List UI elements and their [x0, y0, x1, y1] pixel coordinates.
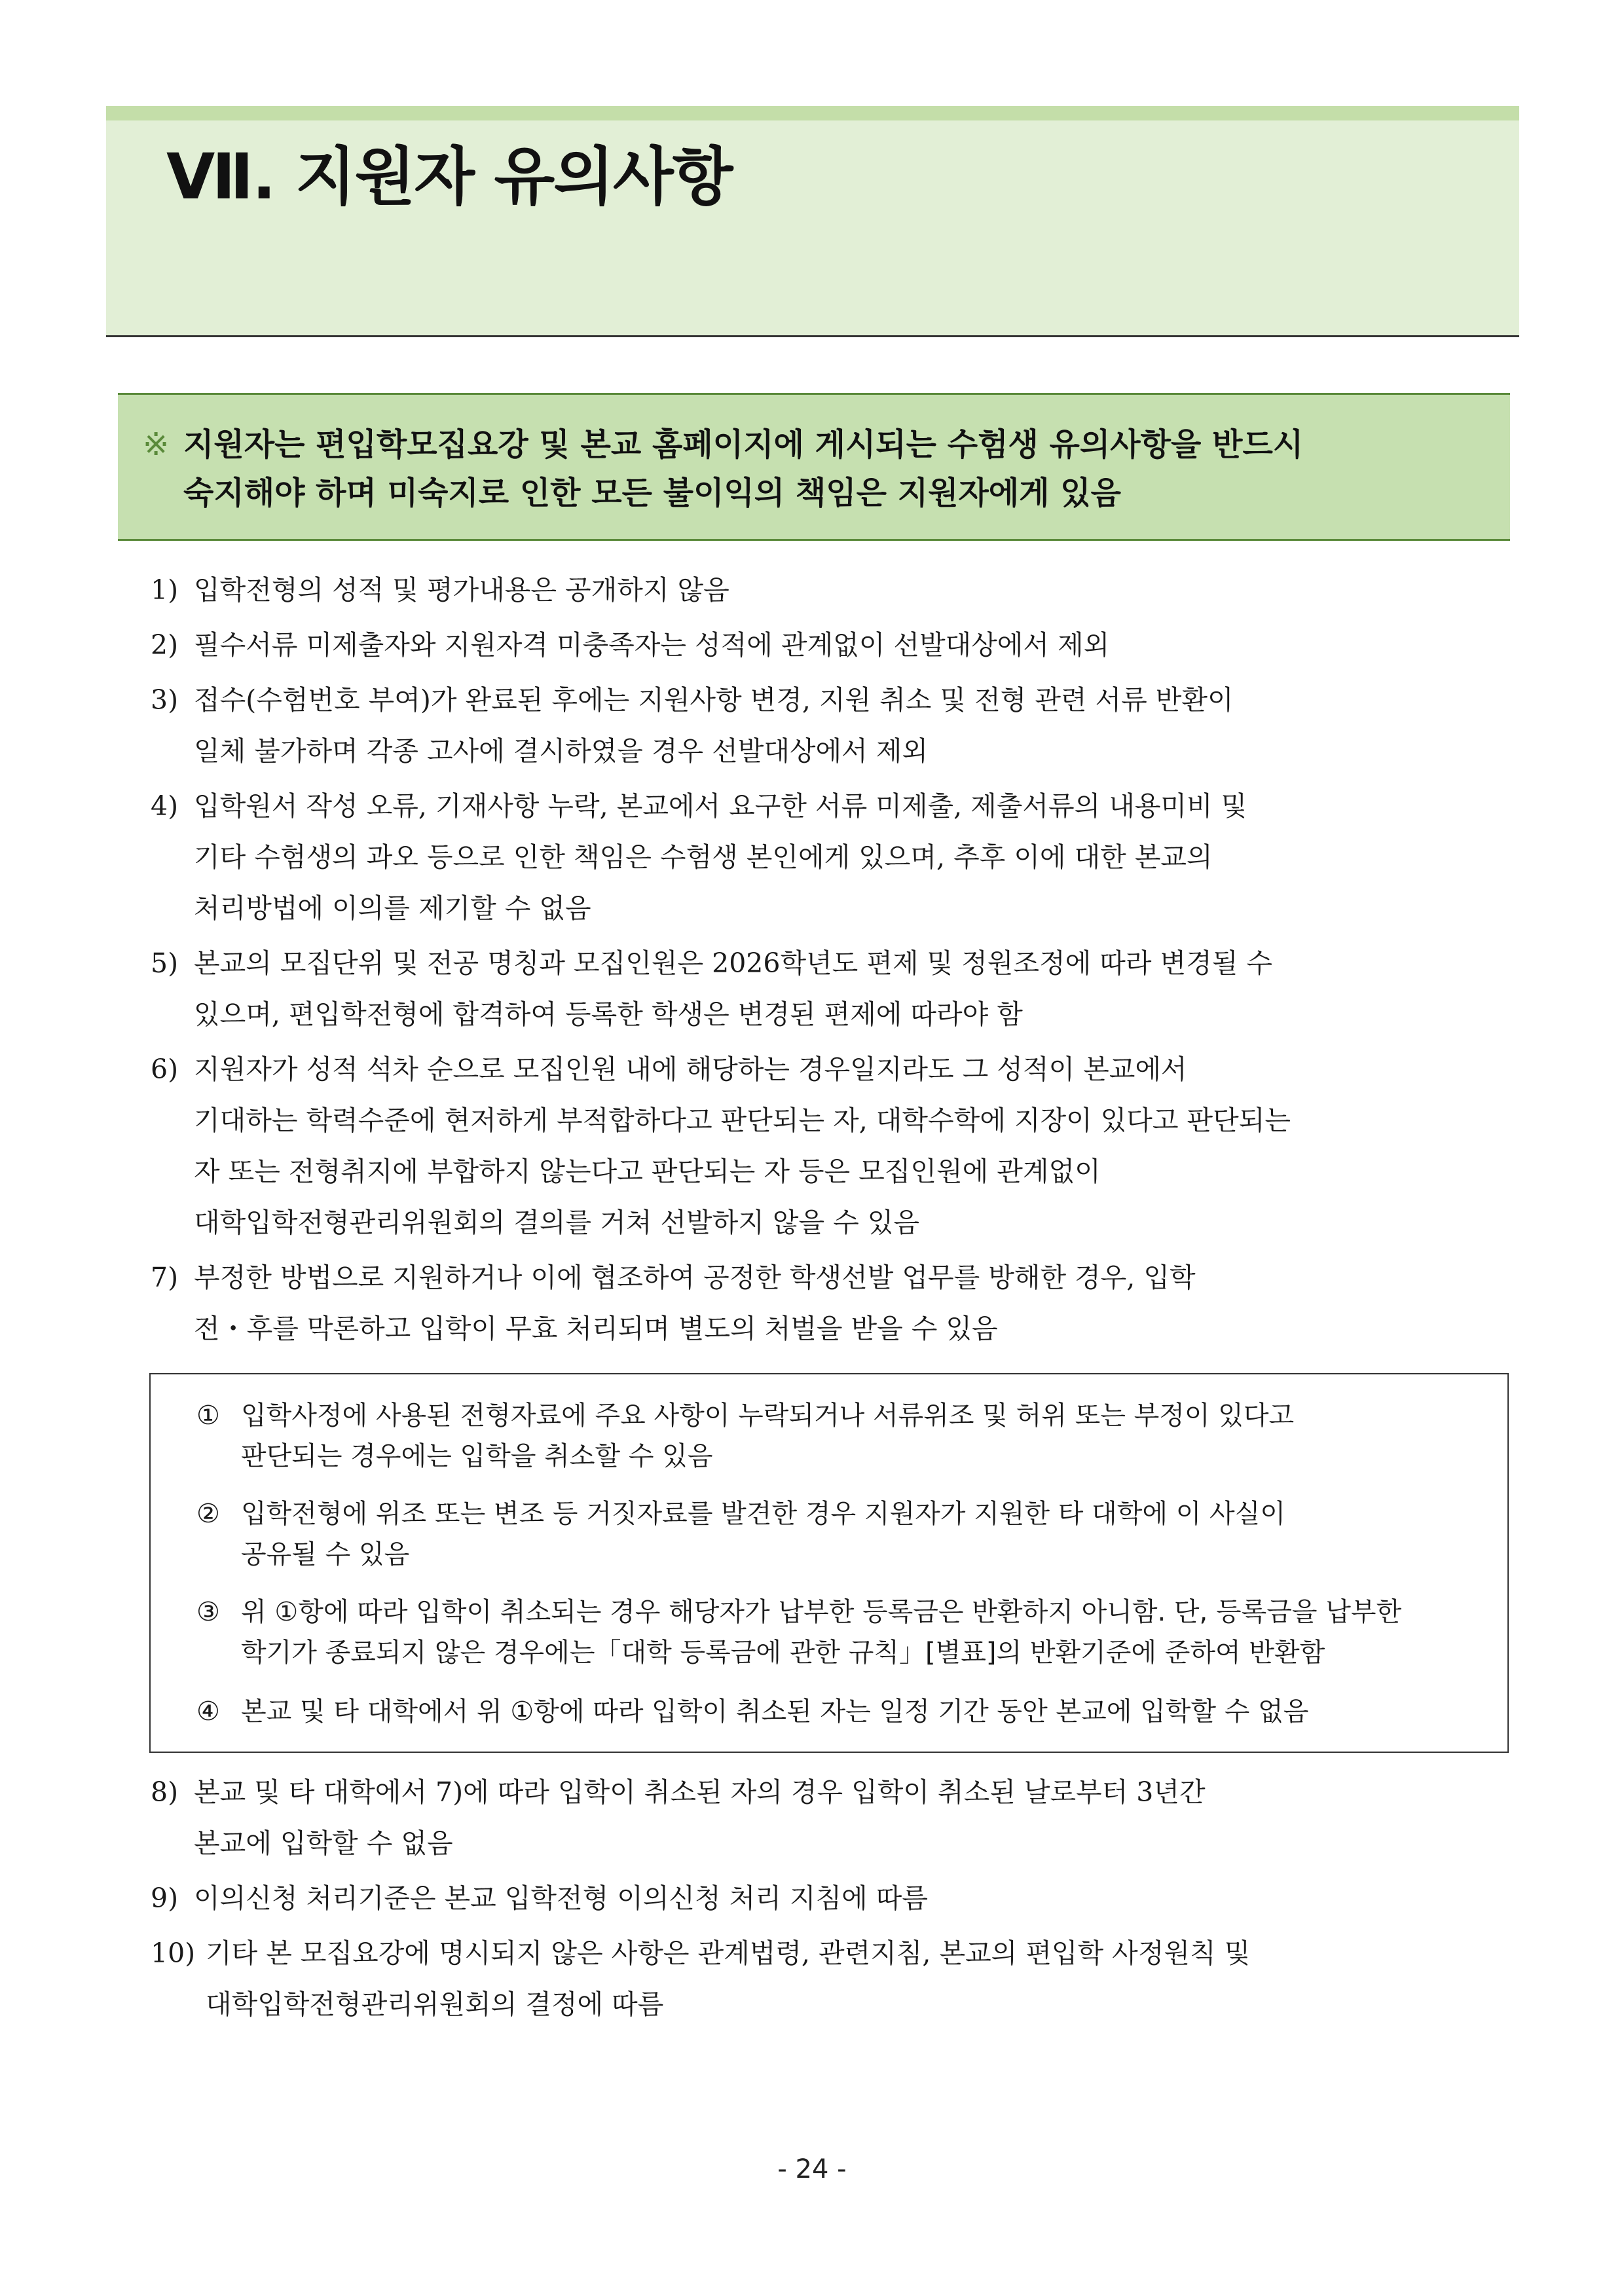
notice-line: 숙지해야 하며 미숙지로 인한 모든 불이익의 책임은 지원자에게 있음 [183, 475, 1121, 511]
guideline-list [151, 564, 1526, 1354]
guideline-item-1: 1) 입학전형의 성적 및 평가내용은 공개하지 않음 [151, 574, 729, 606]
cancellation-rules-box [149, 1373, 1509, 1753]
guideline-item-8: 8) 본교 및 타 대학에서 7)에 따라 입학이 취소된 자의 경우 입학이 취소된 날로부터 3년간 본교에 입학할 수 없음 [151, 1776, 1206, 1859]
section-title: Ⅶ. 지원자 유의사항 [166, 140, 732, 213]
guideline-item-4: 4) 입학원서 작성 오류, 기재사항 누락, 본교에서 요구한 서류 미제출, 제출서류의 내용미비 및 기타 수험생의 과오 등으로 인한 책임은 수험생 본인에게 있으며, 추후 이에 대한 본교의 처리방법에 이의를 제기할 수 없음 [151, 790, 1247, 924]
rule-item-2: ② 입학전형에 위조 또는 변조 등 거짓자료를 발견한 경우 지원자가 지원한 타 대학에 이 사실이 공유될 수 있음 [196, 1499, 1285, 1570]
rule-item-3: ③ 위 ①항에 따라 입학이 취소되는 경우 해당자가 납부한 등록금은 반환하지 아니함. 단, 등록금을 납부한 학기가 종료되지 않은 경우에는「대학 등록금에 관한 규칙」[별표]의 반환기준에 준하여 반환함 [196, 1597, 1402, 1668]
guideline-item-6: 6) 지원자가 성적 석차 순으로 모집인원 내에 해당하는 경우일지라도 그 성적이 본교에서 기대하는 학력수준에 현저하게 부적합하다고 판단되는 자, 대학수학에 지장이 있다고 판단되는 자 또는 전형취지에 부합하지 않는다고 판단되는 자 등은 모집인원에 관계없이 대학입학전형관리위원회의 결의를 거쳐 선발하지 않을 수 있음 [151, 1054, 1291, 1238]
guideline-item-3: 3) 접수(수험번호 부여)가 완료된 후에는 지원사항 변경, 지원 취소 및 전형 관련 서류 반환이 일체 불가하며 각종 고사에 결시하였을 경우 선발대상에서 제외 [151, 684, 1234, 767]
rule-item-4: ④ 본교 및 타 대학에서 위 ①항에 따라 입학이 취소된 자는 일정 기간 동안 본교에 입학할 수 없음 [196, 1697, 1309, 1727]
notice-box [118, 393, 1510, 541]
guideline-item-5: 5) 본교의 모집단위 및 전공 명칭과 모집인원은 2026학년도 편제 및 정원조정에 따라 변경될 수 있으며, 편입학전형에 합격하여 등록한 학생은 변경된 편제에 따라야 함 [151, 947, 1272, 1030]
section-title-band [106, 106, 1519, 337]
reference-mark-icon: ※ [143, 426, 170, 463]
notice-line: 지원자는 편입학모집요강 및 본교 홈페이지에 게시되는 수험생 유의사항을 반드시 [183, 426, 1304, 463]
page-number: - 24 - [777, 2154, 847, 2184]
guideline-item-7: 7) 부정한 방법으로 지원하거나 이에 협조하여 공정한 학생선발 업무를 방해한 경우, 입학 전・후를 막론하고 입학이 무효 처리되며 별도의 처벌을 받을 수 있음 [151, 1262, 1196, 1344]
guideline-item-9: 9) 이의신청 처리기준은 본교 입학전형 이의신청 처리 지침에 따름 [151, 1882, 928, 1914]
guideline-item-2: 2) 필수서류 미제출자와 지원자격 미충족자는 성적에 관계없이 선발대상에서 제외 [151, 629, 1110, 661]
rule-item-1: ① 입학사정에 사용된 전형자료에 주요 사항이 누락되거나 서류위조 및 허위 또는 부정이 있다고 판단되는 경우에는 입학을 취소할 수 있음 [196, 1401, 1295, 1471]
guideline-list-continued [151, 1767, 1526, 2030]
guideline-item-10: 10) 기타 본 모집요강에 명시되지 않은 사항은 관계법령, 관련지침, 본교의 편입학 사정원칙 및 대학입학전형관리위원회의 결정에 따름 [151, 1937, 1251, 2020]
